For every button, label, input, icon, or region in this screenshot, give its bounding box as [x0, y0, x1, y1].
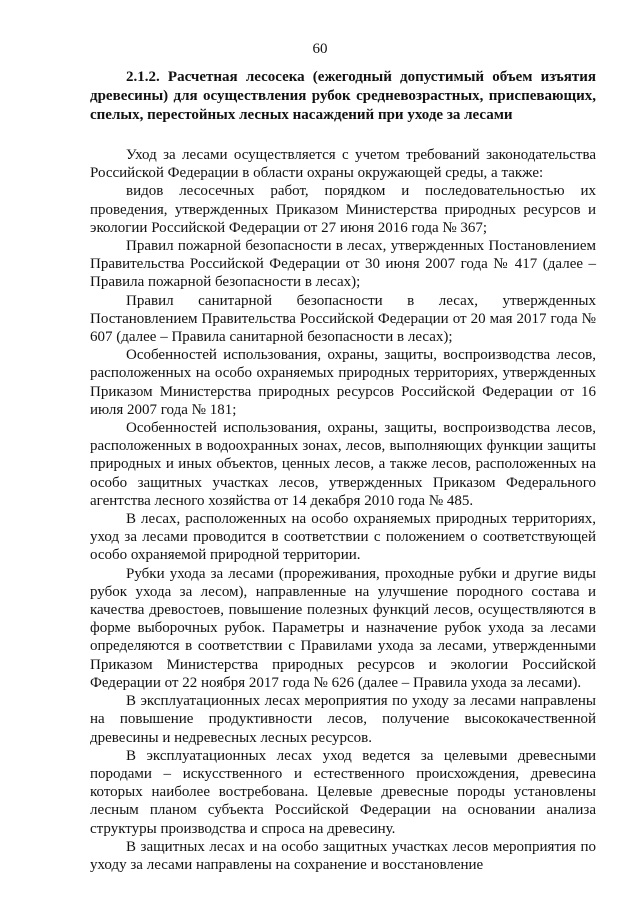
paragraph: Уход за лесами осуществляется с учетом требований законодательства Российской Федерации в области охраны окружающей среды, а также:	[90, 147, 596, 182]
paragraph: Правил санитарной безопасности в лесах, утвержденных Постановлением Правительства Российской Федерации от 20 мая 2017 года № 607 (далее – Правила санитарной безопасности в лесах);	[90, 292, 596, 346]
body-text	[90, 146, 596, 874]
paragraph: В эксплуатационных лесах уход ведется за целевыми древесными породами – искусственного и естественного происхождения, древесина которых наиболее востребована. Целевые древесные породы установлены лесным планом субъекта Российской Федерации на основании анализа структуры производства и спроса на древесину.	[90, 747, 596, 837]
paragraph: В защитных лесах и на особо защитных участках лесов мероприятия по уходу за лесами направлены на сохранение и восстановление	[90, 838, 596, 873]
paragraph: Особенностей использования, охраны, защиты, воспроизводства лесов, расположенных на особо охраняемых природных территориях, утвержденных Приказом Министерства природных ресурсов Российской Федерации от 16 июля 2007 года № 181;	[90, 347, 596, 418]
paragraph: Правил пожарной безопасности в лесах, утвержденных Постановлением Правительства Российской Федерации от 30 июня 2007 года № 417 (далее – Правила пожарной безопасности в лесах);	[90, 238, 596, 291]
paragraph: В эксплуатационных лесах мероприятия по уходу за лесами направлены на повышение продуктивности лесов, получение высококачественной древесины и недревесных лесных ресурсов.	[90, 693, 596, 746]
section-heading: 2.1.2. Расчетная лесосека (ежегодный допустимый объем изъятия древесины) для осуществления рубок средневозрастных, приспевающих, спелых, перестойных лесных насаждений при уходе за лесами	[90, 69, 596, 123]
paragraph: Рубки ухода за лесами (прореживания, проходные рубки и другие виды рубок ухода за лесом), направленные на улучшение породного состава и качества древостоев, повышение полезных функций лесов, осуществляются в форме выборочных рубок. Параметры и назначение рубок ухода за лесами определяются в соответствии с Правилами ухода за лесами, утвержденными Приказом Министерства природных ресурсов и экологии Российской Федерации от 22 ноября 2017 года № 626 (далее – Правила ухода за лесами).	[90, 565, 596, 691]
paragraph: видов лесосечных работ, порядком и последовательностью их проведения, утвержденных Приказом Министерства природных ресурсов и экологии Российской Федерации от 27 июня 2016 года № 367;	[90, 183, 596, 236]
paragraph: В лесах, расположенных на особо охраняемых природных территориях, уход за лесами проводится в соответствии с положением о соответствующей особо охраняемой природной территории.	[90, 511, 596, 564]
page-number: 60	[312, 41, 328, 57]
paragraph: Особенностей использования, охраны, защиты, воспроизводства лесов, расположенных в водоохранных зонах, лесов, выполняющих функции защиты природных и иных объектов, ценных лесов, а также лесов, расположенных на особо защитных участках лесов, утвержденных Приказом Федерального агентства лесного хозяйства от 14 декабря 2010 года № 485.	[90, 420, 596, 509]
